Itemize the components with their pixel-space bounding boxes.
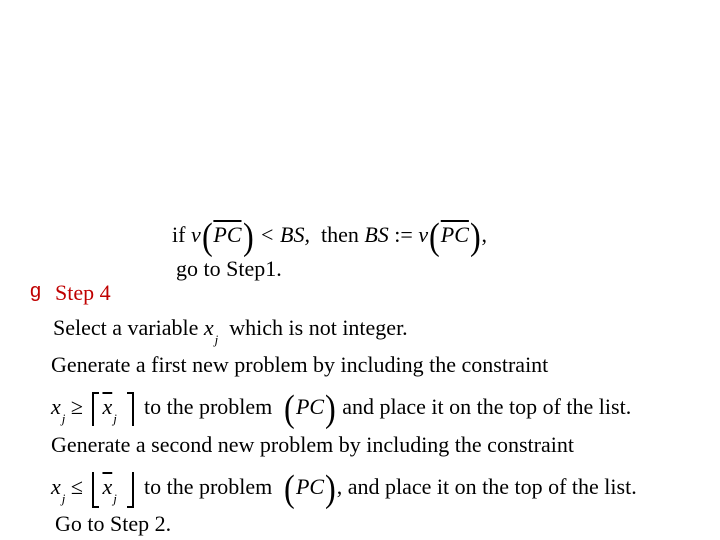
pc-overline: $\overline{PC}$ bbox=[213, 222, 242, 248]
open-paren-2: ( bbox=[429, 216, 440, 258]
pc-overline-2: $\overline{PC}$ bbox=[440, 222, 469, 248]
j-subscript: j bbox=[61, 491, 66, 507]
step4-title bbox=[55, 280, 111, 306]
v-symbol: v bbox=[190, 222, 201, 248]
comma: , bbox=[481, 222, 488, 248]
select-variable-line bbox=[53, 315, 408, 347]
x-symbol: x bbox=[203, 315, 214, 340]
floor-bracket bbox=[92, 474, 134, 504]
second-problem-text: Generate a second new problem by including the constraint bbox=[51, 432, 574, 457]
goto-step1-text: go to Step1. bbox=[176, 256, 282, 281]
pc-symbol: PC bbox=[295, 394, 325, 420]
to-problem-text: to the problem bbox=[143, 474, 273, 500]
ceil-bracket bbox=[92, 394, 134, 424]
x-bar-symbol: $\overline{x}$ bbox=[102, 394, 113, 419]
assign-operator: := bbox=[394, 222, 413, 248]
step4-title-text: Step 4 bbox=[55, 280, 111, 305]
select-text: Select a variable bbox=[53, 315, 199, 340]
not-integer-text: which is not integer. bbox=[229, 315, 408, 340]
floor-constraint-line bbox=[51, 468, 637, 510]
bullet-icon: g bbox=[30, 280, 42, 302]
bs-symbol: BS bbox=[364, 222, 389, 248]
update-rule-line bbox=[172, 216, 488, 258]
close-paren: ) bbox=[325, 388, 336, 430]
less-than-bs: < BS, bbox=[259, 222, 310, 248]
geq-operator: ≥ bbox=[70, 394, 83, 420]
place-top-text: and place it on the top of the list. bbox=[342, 394, 632, 420]
then-text: then bbox=[320, 222, 359, 248]
goto-step2-text: Go to Step 2. bbox=[55, 511, 172, 536]
goto-step2-line bbox=[55, 511, 171, 537]
open-paren: ( bbox=[284, 388, 295, 430]
second-problem-line bbox=[51, 432, 574, 458]
x-symbol: x bbox=[51, 394, 61, 420]
if-text: if bbox=[172, 222, 186, 248]
goto-step1-line bbox=[176, 256, 282, 282]
x-bar-symbol: $\overline{x}$ bbox=[102, 474, 113, 499]
first-problem-line bbox=[51, 352, 548, 378]
v-symbol-2: v bbox=[418, 222, 429, 248]
j-subscript: j bbox=[113, 411, 117, 426]
pc-symbol: PC bbox=[295, 474, 325, 500]
ceil-constraint-line bbox=[51, 388, 632, 430]
to-problem-text: to the problem bbox=[143, 394, 273, 420]
j-subscript: j bbox=[61, 411, 66, 427]
close-paren-2: ) bbox=[469, 216, 481, 258]
j-subscript: j bbox=[214, 332, 219, 347]
open-paren: ( bbox=[284, 468, 295, 510]
open-paren: ( bbox=[201, 216, 213, 258]
place-top-text: , and place it on the top of the list. bbox=[336, 474, 637, 500]
close-paren: ) bbox=[325, 468, 336, 510]
j-subscript: j bbox=[113, 491, 117, 506]
leq-operator: ≤ bbox=[70, 474, 83, 500]
first-problem-text: Generate a first new problem by including the constraint bbox=[51, 352, 549, 377]
close-paren: ) bbox=[242, 216, 254, 258]
x-symbol: x bbox=[51, 474, 61, 500]
